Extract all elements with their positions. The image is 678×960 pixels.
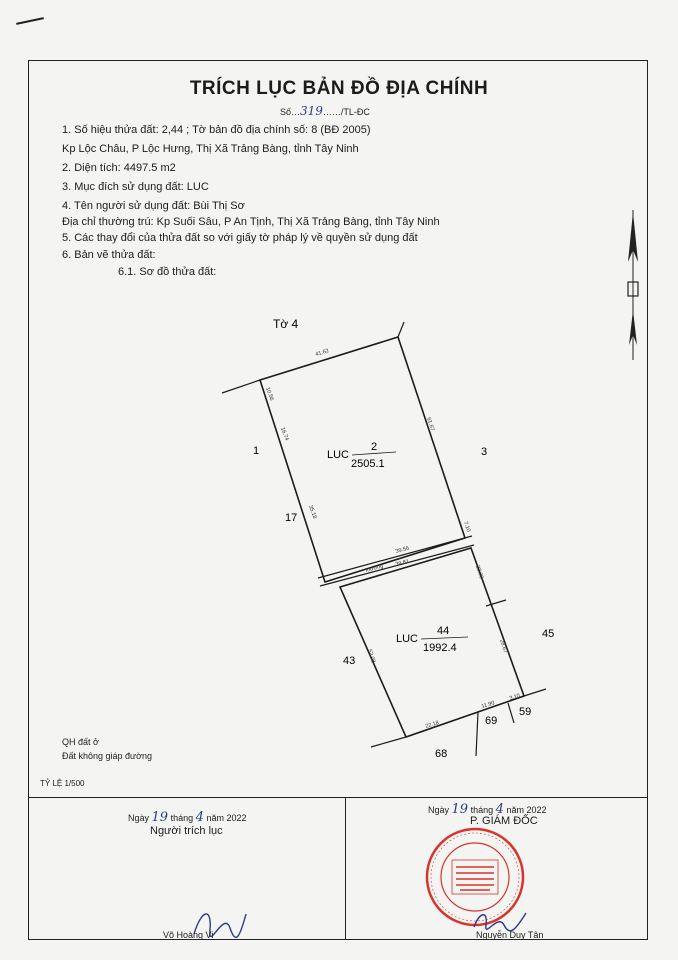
field-changes: 5. Các thay đổi của thửa đất so với giấy tờ pháp lý về quyền sử dụng đất bbox=[62, 232, 418, 244]
neighbor-1: 1 bbox=[253, 445, 260, 457]
right-role: P. GIÁM ĐỐC bbox=[470, 815, 538, 827]
document-number: Số…319……/TL-ĐC bbox=[280, 104, 370, 118]
field-purpose: 3. Mục đích sử dụng đất: LUC bbox=[62, 181, 209, 193]
field-owner-address: Địa chỉ thường trú: Kp Suối Sâu, P An Tịnh, Thị Xã Trảng Bàng, tỉnh Tây Ninh bbox=[62, 216, 440, 228]
dim-bottom-b: 11.90 bbox=[480, 700, 496, 710]
dim-left-b: 16.74 bbox=[279, 426, 290, 442]
scale-label: TỶ LỆ 1/500 bbox=[40, 779, 85, 788]
neighbor-3: 3 bbox=[481, 446, 488, 458]
dim-bottom-a: 22.18 bbox=[424, 720, 440, 730]
parcel-2-type: LUC bbox=[327, 449, 350, 461]
dim-right-low: 28.67 bbox=[498, 638, 509, 654]
left-role: Người trích lục bbox=[150, 825, 223, 837]
dim-right-mid: 23.00 bbox=[474, 564, 485, 580]
dim-left-a: 10.56 bbox=[264, 386, 275, 402]
parcel-2-number: 2 bbox=[371, 441, 378, 453]
dim-bottom-c: 3.10 bbox=[508, 693, 521, 702]
left-date-month: 4 bbox=[195, 810, 204, 825]
dim-right-small: 7.10 bbox=[462, 520, 472, 533]
dim-road-top: 39.56 bbox=[394, 545, 410, 555]
left-date-day: 19 bbox=[151, 810, 169, 825]
field-parcel-number: 1. Số hiệu thửa đất: 2,44 ; Tờ bản đồ địa chính số: 8 (BĐ 2005) bbox=[62, 124, 371, 136]
parcel-44-area: 1992.4 bbox=[423, 642, 457, 654]
legend-access: Đất không giáp đường bbox=[62, 751, 152, 761]
neighbor-17: 17 bbox=[285, 512, 298, 524]
dim-left-c: 35.18 bbox=[307, 504, 318, 520]
right-date-month: 4 bbox=[495, 802, 504, 817]
neighbor-45: 45 bbox=[542, 628, 555, 640]
left-signer-name: Võ Hoàng Vi bbox=[163, 930, 214, 940]
right-date: Ngày 19 tháng 4 năm 2022 bbox=[428, 802, 547, 817]
field-drawing: 6. Bản vẽ thửa đất: bbox=[62, 249, 156, 261]
document-number-value: 319 bbox=[300, 104, 323, 118]
dim-road-bottom: 39.81 bbox=[394, 558, 410, 568]
legend-qh: QH đất ở bbox=[62, 737, 99, 747]
parcel-44-number: 44 bbox=[437, 625, 450, 637]
field-area: 2. Diện tích: 4497.5 m2 bbox=[62, 162, 176, 174]
field-parcel-address: Kp Lộc Châu, P Lộc Hưng, Thị Xã Trảng Bàng, tỉnh Tây Ninh bbox=[62, 143, 359, 155]
left-date: Ngày 19 tháng 4 năm 2022 bbox=[128, 810, 247, 825]
north-arrow-icon bbox=[628, 210, 638, 360]
neighbor-68: 68 bbox=[435, 748, 448, 760]
parcel-44-type: LUC bbox=[396, 633, 419, 645]
parcel-outline bbox=[260, 337, 524, 737]
sheet-label: Tờ 4 bbox=[273, 317, 299, 331]
dim-road-name: mương bbox=[364, 563, 384, 574]
right-date-day: 19 bbox=[451, 802, 469, 817]
neighbor-59: 59 bbox=[519, 706, 532, 718]
dim-top: 41.62 bbox=[314, 348, 330, 358]
neighbor-43: 43 bbox=[343, 655, 356, 667]
field-diagram: 6.1. Sơ đồ thửa đất: bbox=[118, 266, 217, 278]
field-owner: 4. Tên người sử dụng đất: Bùi Thị Sơ bbox=[62, 200, 245, 212]
parcel-2-area: 2505.1 bbox=[351, 458, 385, 470]
signature-column-divider bbox=[345, 797, 346, 940]
dim-right-top: 61.67 bbox=[425, 416, 436, 432]
right-signer-name: Nguyễn Duy Tân bbox=[476, 930, 544, 940]
signature-divider bbox=[28, 797, 648, 798]
dim-left-low: 52.08 bbox=[366, 648, 377, 664]
document-title: TRÍCH LỤC BẢN ĐỒ ĐỊA CHÍNH bbox=[189, 78, 489, 99]
neighbor-69: 69 bbox=[485, 715, 498, 727]
